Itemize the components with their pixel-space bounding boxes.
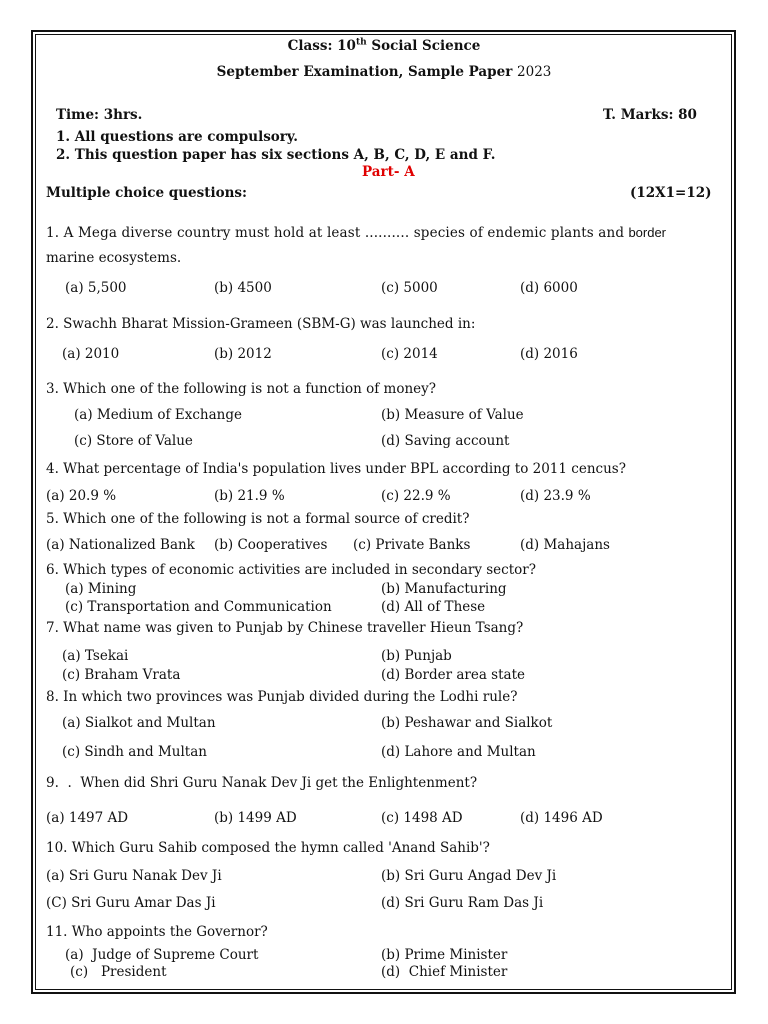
- option: (a) Sri Guru Nanak Dev Ji: [46, 868, 222, 884]
- option: (c) Private Banks: [353, 537, 471, 553]
- option: (a) 1497 AD: [46, 810, 129, 826]
- option: (b) 21.9 %: [214, 488, 285, 504]
- question-11: 11. Who appoints the Governor?: [46, 924, 268, 940]
- question-1-line-2: marine ecosystems.: [46, 250, 182, 266]
- option: (d) Mahajans: [520, 537, 610, 553]
- option: (b) Punjab: [381, 648, 452, 664]
- question-5: 5. Which one of the following is not a formal source of credit?: [46, 511, 470, 527]
- option: (d) Lahore and Multan: [381, 744, 536, 760]
- option: (d) Saving account: [381, 433, 510, 449]
- option: (a) Medium of Exchange: [74, 407, 242, 423]
- instruction-1: 1. All questions are compulsory.: [56, 129, 298, 145]
- instruction-2: 2. This question paper has six sections A, B, C, D, E and F.: [56, 147, 496, 163]
- option: (b) Peshawar and Sialkot: [381, 715, 553, 731]
- section-marks: (12X1=12): [630, 185, 712, 201]
- section-title: Multiple choice questions:: [46, 185, 247, 201]
- option: (b) 4500: [214, 280, 272, 296]
- option: (c) 1498 AD: [381, 810, 463, 826]
- option: (a) Tsekai: [62, 648, 129, 664]
- option: (a) Judge of Supreme Court: [65, 947, 259, 963]
- option: (b) Measure of Value: [381, 407, 524, 423]
- option: (C) Sri Guru Amar Das Ji: [46, 895, 216, 911]
- question-4: 4. What percentage of India's population lives under BPL according to 2011 cencus?: [46, 461, 626, 477]
- option: (c) 22.9 %: [381, 488, 451, 504]
- option: (a) Sialkot and Multan: [62, 715, 216, 731]
- class-title: Class: 10th Social Science: [287, 37, 481, 54]
- option: (a) Mining: [65, 581, 137, 597]
- option: (b) Sri Guru Angad Dev Ji: [381, 868, 557, 884]
- option: (d) Border area state: [381, 667, 525, 683]
- question-8: 8. In which two provinces was Punjab divided during the Lodhi rule?: [46, 689, 518, 705]
- option: (c) 2014: [381, 346, 438, 362]
- option: (c) Sindh and Multan: [62, 744, 207, 760]
- option: (a) Nationalized Bank: [46, 537, 195, 553]
- question-10: 10. Which Guru Sahib composed the hymn called 'Anand Sahib'?: [46, 840, 490, 856]
- question-7: 7. What name was given to Punjab by Chinese traveller Hieun Tsang?: [46, 620, 524, 636]
- option: (d) All of These: [381, 599, 486, 615]
- option: (a) 5,500: [65, 280, 127, 296]
- option: (b) 2012: [214, 346, 272, 362]
- part-label: Part- A: [362, 164, 415, 180]
- exam-title: September Examination, Sample Paper 2023: [216, 64, 552, 80]
- option: (b) 1499 AD: [214, 810, 297, 826]
- option: (d) Chief Minister: [381, 964, 508, 980]
- option: (a) 20.9 %: [46, 488, 117, 504]
- option: (c) President: [70, 964, 167, 980]
- time-label: Time: 3hrs.: [56, 107, 143, 123]
- marks-label: T. Marks: 80: [603, 107, 697, 123]
- option: (c) 5000: [381, 280, 438, 296]
- option: (d) 6000: [520, 280, 578, 296]
- option: (b) Prime Minister: [381, 947, 508, 963]
- option: (b) Cooperatives: [214, 537, 328, 553]
- option: (d) 2016: [520, 346, 578, 362]
- question-3: 3. Which one of the following is not a function of money?: [46, 381, 437, 397]
- option: (d) 23.9 %: [520, 488, 591, 504]
- option: (d) 1496 AD: [520, 810, 603, 826]
- question-2: 2. Swachh Bharat Mission-Grameen (SBM-G) was launched in:: [46, 316, 476, 332]
- question-9: 9. . When did Shri Guru Nanak Dev Ji get the Enlightenment?: [46, 775, 478, 791]
- option: (b) Manufacturing: [381, 581, 507, 597]
- option: (d) Sri Guru Ram Das Ji: [381, 895, 544, 911]
- option: (c) Store of Value: [74, 433, 193, 449]
- option: (c) Braham Vrata: [62, 667, 181, 683]
- option: (a) 2010: [62, 346, 120, 362]
- question-1: 1. A Mega diverse country must hold at least .......... species of endemic plants and border: [46, 225, 667, 241]
- option: (c) Transportation and Communication: [65, 599, 332, 615]
- question-6: 6. Which types of economic activities are included in secondary sector?: [46, 562, 536, 578]
